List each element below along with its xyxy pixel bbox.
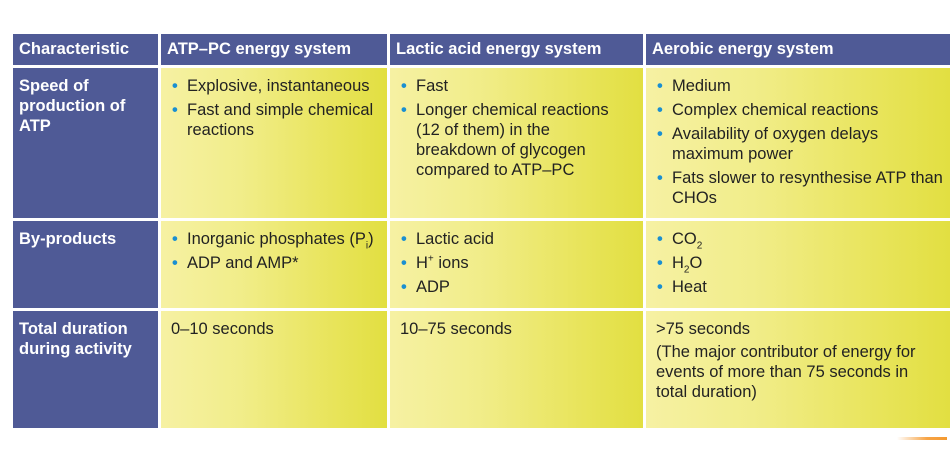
list-item: [400, 253, 635, 273]
duration-value: 0–10 seconds: [171, 320, 274, 338]
cell-duration-lactic: [390, 311, 643, 428]
duration-value: 10–75 seconds: [400, 320, 512, 338]
list-item: • Medium: [656, 76, 943, 96]
cell-speed-aerobic: [646, 68, 950, 218]
header-characteristic: Characteristic: [13, 34, 158, 65]
list-item: • Lactic acid: [400, 229, 635, 249]
phosphates-text: Inorganic phosphates (P: [187, 230, 366, 248]
list-item: • Availability of oxygen delays maximum power: [656, 124, 943, 164]
phosphates-subscript: i: [365, 240, 369, 252]
h-ion-rest: ions: [433, 254, 469, 272]
list-item: • Explosive, instantaneous: [171, 76, 379, 96]
cell-byproducts-atp-pc: [161, 221, 387, 308]
row-label-by-products: By-products: [13, 221, 158, 308]
list-item: • Longer chemical reactions (12 of them) in the breakdown of glycogen compared to ATP–PC: [400, 100, 635, 180]
header-atp-pc: ATP–PC energy system: [161, 34, 387, 65]
h-ion-superscript: +: [427, 253, 434, 265]
list-item: [171, 229, 379, 252]
list-item: • Heat: [656, 277, 943, 297]
duration-value: >75 seconds: [656, 320, 751, 338]
list-item: • Fast: [400, 76, 635, 96]
header-aerobic: Aerobic energy system: [646, 34, 950, 65]
row-label-speed: Speed of production of ATP: [13, 68, 158, 218]
co2-subscript: 2: [696, 240, 703, 252]
list-item: • ADP and AMP*: [171, 253, 379, 273]
cell-duration-atp-pc: [161, 311, 387, 428]
header-lactic-acid: Lactic acid energy system: [390, 34, 643, 65]
list-item: [656, 253, 943, 276]
phosphates-close: ): [368, 230, 374, 248]
co2-base: CO: [672, 230, 697, 248]
cell-speed-lactic: [390, 68, 643, 218]
cell-duration-aerobic: [646, 311, 950, 428]
decorative-accent-line: [897, 437, 947, 440]
row-by-products: [13, 221, 950, 308]
h2o-o: O: [689, 254, 703, 272]
row-total-duration: [13, 311, 950, 428]
list-item: [656, 229, 943, 252]
h2o-subscript: 2: [683, 264, 690, 276]
energy-systems-table: [10, 31, 950, 431]
h2o-h: H: [672, 254, 684, 272]
list-item: • Fast and simple chemical reactions: [171, 100, 379, 140]
row-label-duration: Total duration during activity: [13, 311, 158, 428]
row-speed-of-production: [13, 68, 950, 218]
cell-byproducts-aerobic: [646, 221, 950, 308]
list-item: • Complex chemical reactions: [656, 100, 943, 120]
list-item: • Fats slower to resynthesise ATP than CHOs: [656, 168, 943, 208]
list-item: • ADP: [400, 277, 635, 297]
cell-speed-atp-pc: [161, 68, 387, 218]
header-row: [13, 34, 950, 65]
cell-byproducts-lactic: [390, 221, 643, 308]
duration-note: (The major contributor of energy for events of more than 75 seconds in total duration): [656, 343, 916, 401]
h-ion-base: H: [416, 254, 428, 272]
